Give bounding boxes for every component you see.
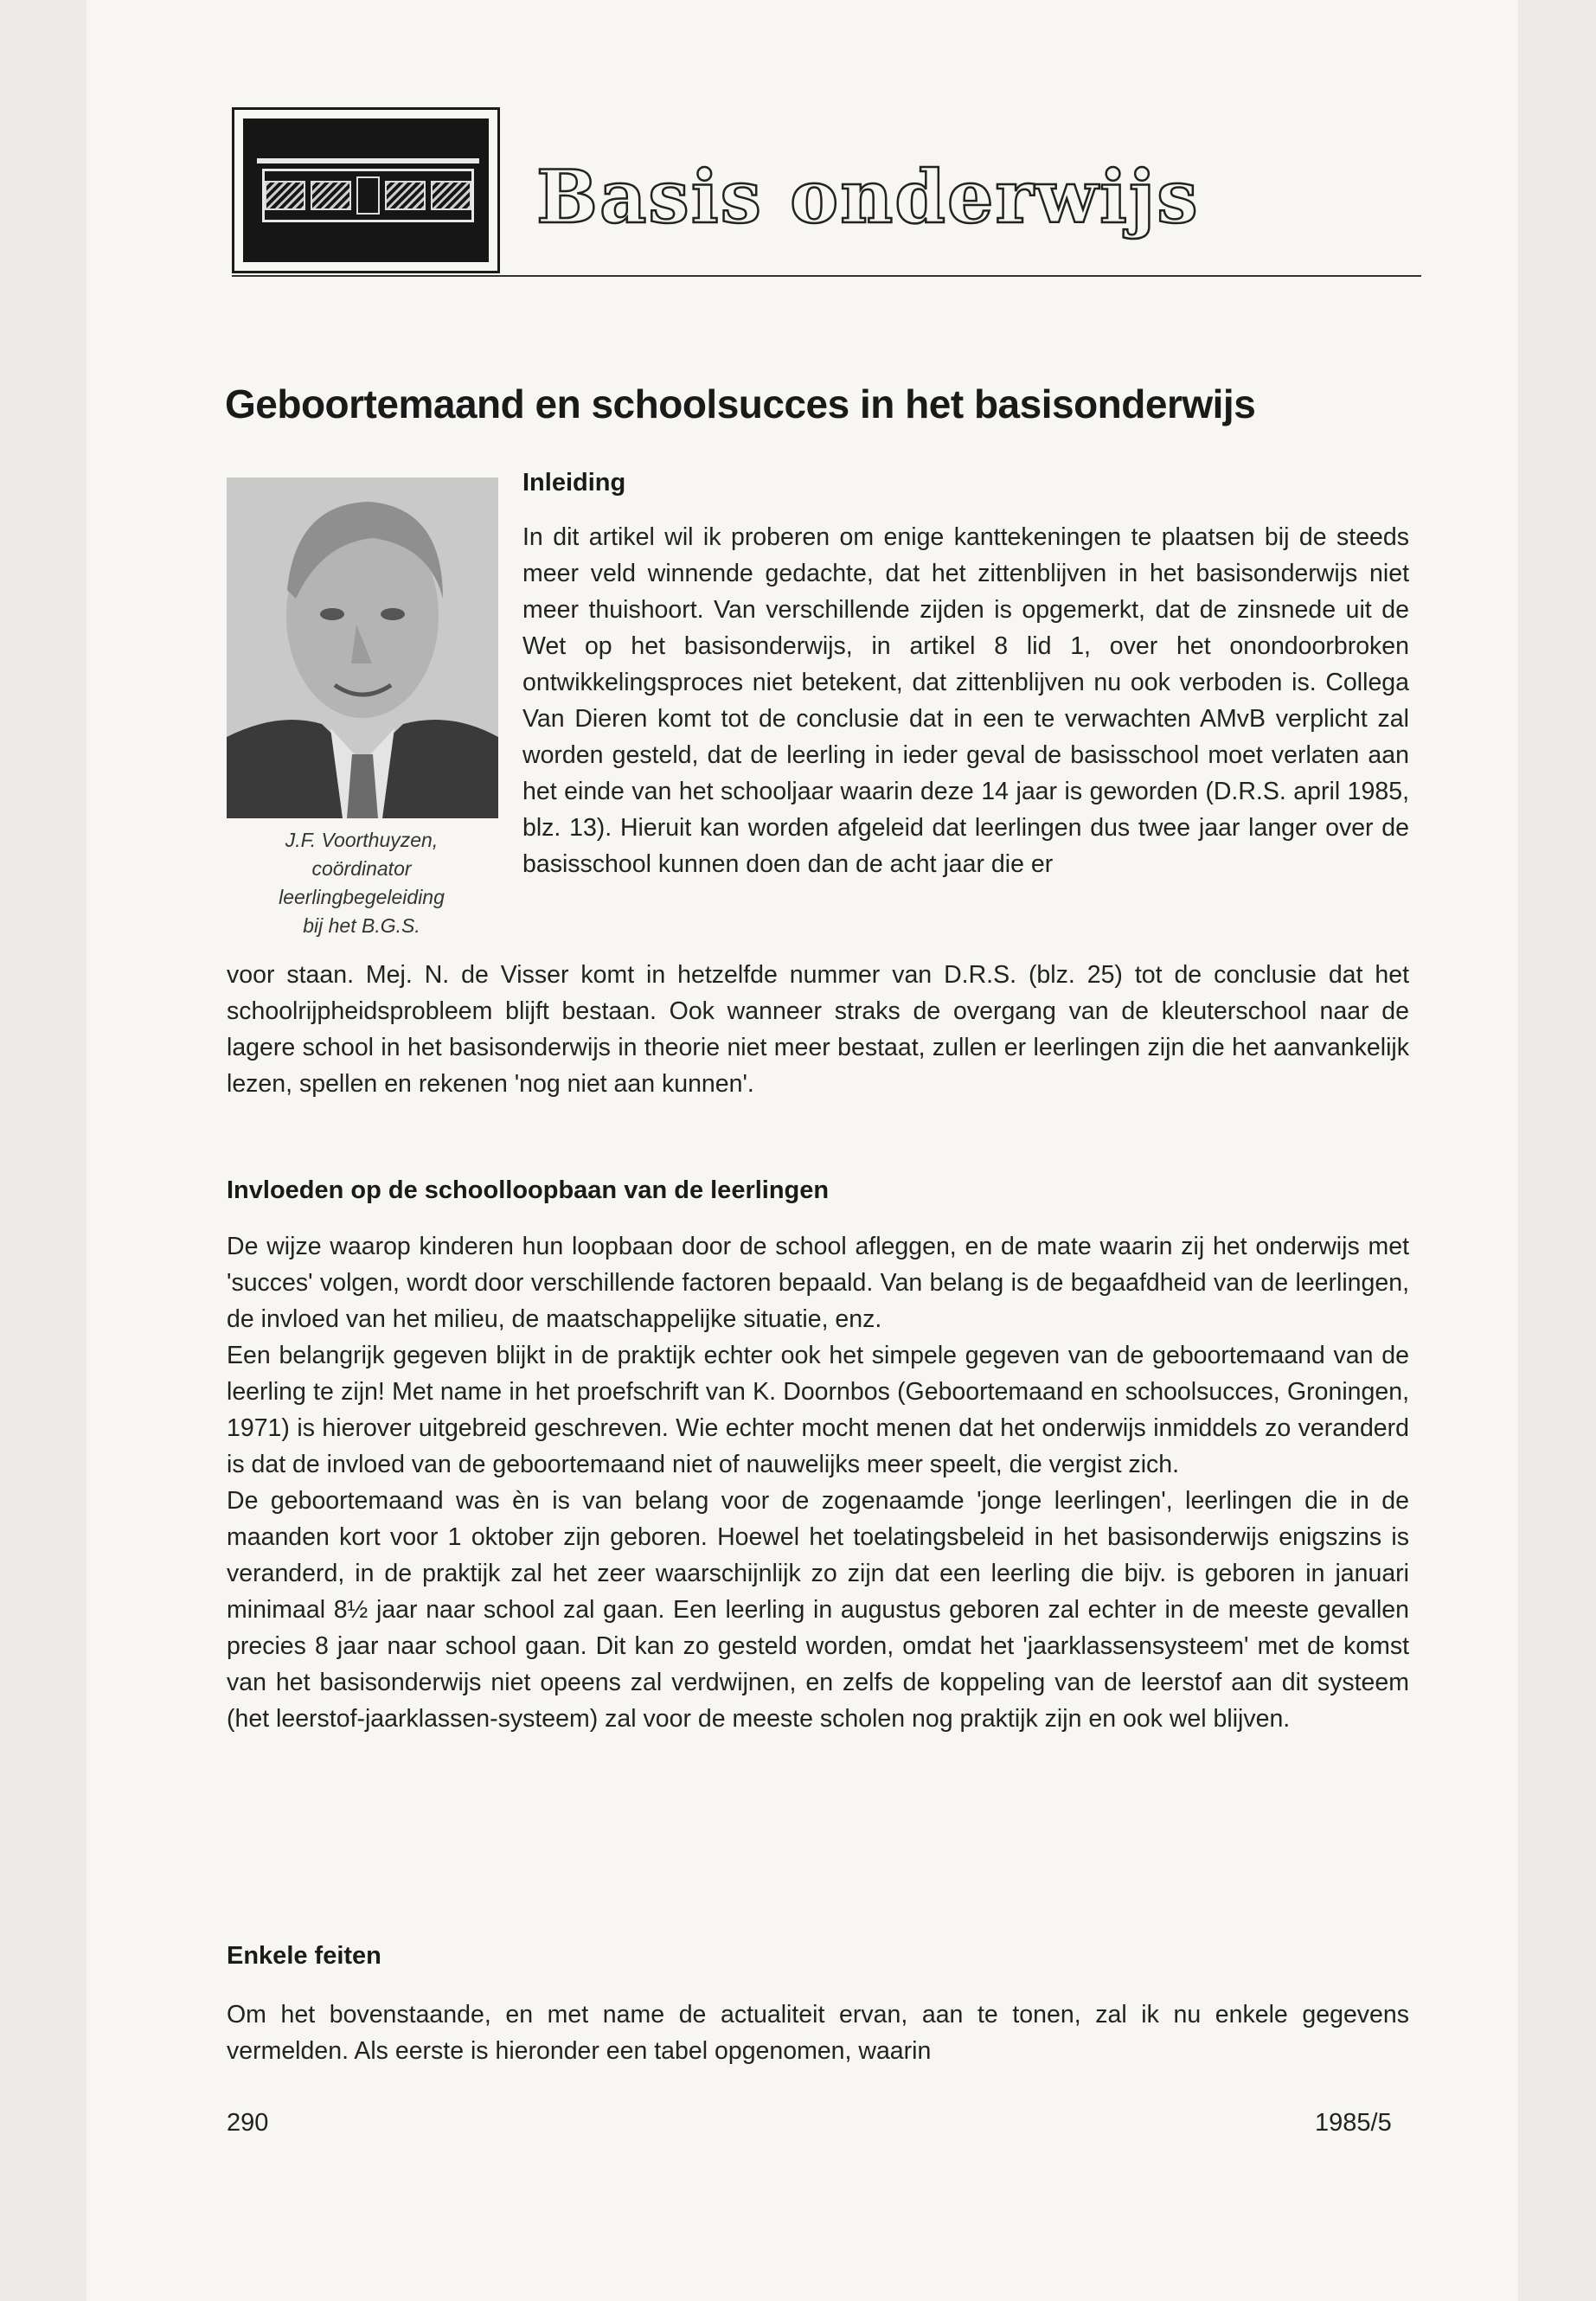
section-heading-invloeden: Invloeden op de schoolloopbaan van de leerlingen [227, 1176, 830, 1204]
logo-background [243, 119, 489, 262]
logo-building [262, 169, 474, 222]
caption-line: coördinator [311, 857, 412, 880]
section-heading-inleiding: Inleiding [522, 469, 626, 497]
logo-window [431, 181, 471, 210]
logo-window [265, 181, 305, 210]
page-margin-left [0, 0, 87, 2301]
page-margin-right [1518, 0, 1596, 2301]
intro-paragraph: In dit artikel wil ik proberen om enige kanttekeningen te plaatsen bij de steeds meer veld winnende gedachte, dat het zittenblijven in het basisonderwijs niet meer thuishoort. Van verschillende zijden is opgemerkt, dat de zinsnede uit de Wet op het basisonderwijs, in artikel 8 lid 1, over het onondoorbroken ontwikkelingsproces niet betekent, dat zittenblijven nu ook verboden is. Collega Van Dieren komt tot de conclusie dat in een te verwachten AMvB verplicht zal worden gesteld, dat de leerling in ieder geval de basisschool moet verlaten aan het einde van het schooljaar waarin deze 14 jaar is geworden (D.R.S. april 1985, blz. 13). Hieruit kan worden afgeleid dat leerlingen dus twee jaar langer over de basisschool kunnen doen dan de acht jaar die er [522, 523, 1409, 878]
feiten-text-block [227, 1997, 1409, 2069]
logo-door [356, 176, 380, 215]
section-heading-enkele-feiten: Enkele feiten [227, 1942, 381, 1970]
invloeden-text-block [227, 1228, 1409, 1737]
section-title: Basis onderwijs [536, 154, 1200, 240]
logo-roof [257, 158, 479, 163]
invloeden-paragraph: Een belangrijk gegeven blijkt in de praktijk echter ook het simpele gegeven van de geboortemaand van de leerling te zijn! Met name in het proefschrift van K. Doornbos (Geboortemaand en schoolsucces, Groningen, 1971) is hierover uitgebreid geschreven. Wie echter mocht menen dat het onderwijs inmiddels zo veranderd is dat de invloed van de geboortemaand niet of nauwelijks meer speelt, die vergist zich. [227, 1342, 1409, 1478]
logo-window [385, 181, 426, 210]
author-portrait [227, 478, 498, 818]
feiten-paragraph: Om het bovenstaande, en met name de actualiteit ervan, aan te tonen, zal ik nu enkele gegevens vermelden. Als eerste is hieronder een tabel opgenomen, waarin [227, 2001, 1409, 2065]
intro-paragraph-wrapped [522, 519, 1409, 977]
caption-line: bij het B.G.S. [303, 914, 420, 937]
school-building-icon [232, 107, 500, 273]
issue-number: 1985/5 [1315, 2109, 1392, 2137]
logo-window [311, 181, 351, 210]
caption-line: J.F. Voorthuyzen, [285, 829, 439, 851]
article-title: Geboortemaand en schoolsucces in het basisonderwijs [225, 381, 1256, 426]
intro-paragraph-continued: voor staan. Mej. N. de Visser komt in hetzelfde nummer van D.R.S. (blz. 25) tot de conclusie dat het schoolrijpheidsprobleem blijft bestaan. Ook wanneer straks de overgang van de kleuterschool naar de lagere school in het basisonderwijs in theorie niet meer bestaat, zullen er leerlingen zijn die het aanvankelijk lezen, spellen en rekenen 'nog niet aan kunnen'. [227, 961, 1409, 1098]
caption-line: leerlingbegeleiding [279, 886, 445, 908]
intro-paragraph-continued-block [227, 957, 1409, 1102]
header-divider [232, 275, 1421, 277]
invloeden-paragraph: De wijze waarop kinderen hun loopbaan door de school afleggen, en de mate waarin zij het onderwijs met 'succes' volgen, wordt door verschillende factoren bepaald. Van belang is de begaafdheid van de leerlingen, de invloed van het milieu, de maatschappelijke situatie, enz. [227, 1233, 1409, 1333]
invloeden-paragraph: De geboortemaand was èn is van belang voor de zogenaamde 'jonge leerlingen', leerlingen die in de maanden kort voor 1 oktober zijn geboren. Hoewel het toelatingsbeleid in het basisonderwijs enigszins is veranderd, in de praktijk zal het zeer waarschijnlijk zo zijn dat een leerling die bijv. is geboren in januari minimaal 8½ jaar naar school zal gaan. Een leerling in augustus geboren zal echter in de meeste gevallen precies 8 jaar naar school gaan. Dit kan zo gesteld worden, omdat het 'jaarklassensysteem' met de komst van het basisonderwijs niet opeens zal verdwijnen, en zelfs de koppeling van de leerstof aan dit systeem (het leerstof-jaarklassen-systeem) zal voor de meeste scholen nog praktijk zijn en ook wel blijven. [227, 1487, 1409, 1733]
page-number: 290 [227, 2109, 269, 2137]
portrait-caption [206, 826, 517, 940]
